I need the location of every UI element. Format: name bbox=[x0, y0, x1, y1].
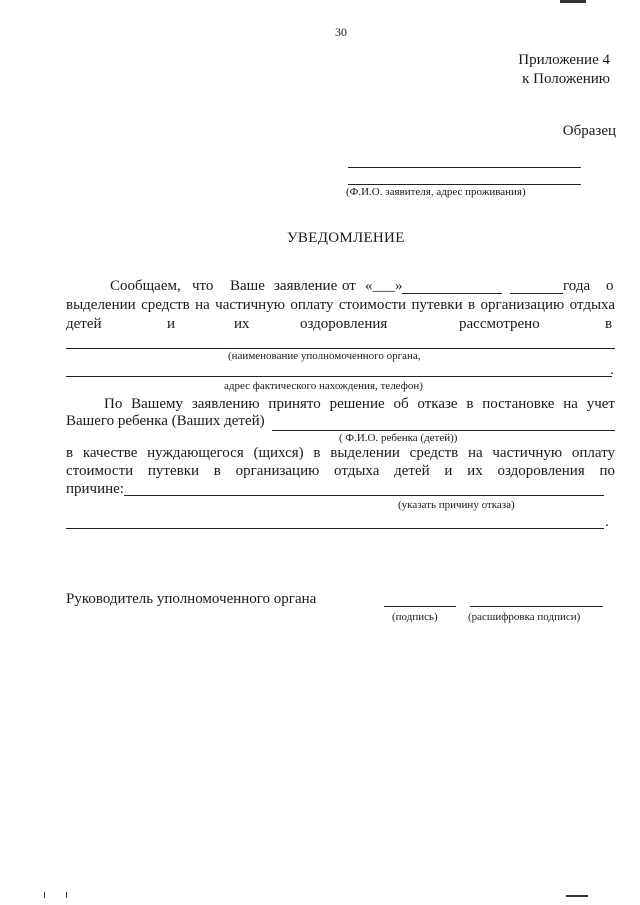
scan-mark-bottom bbox=[566, 895, 588, 897]
page-number: 30 bbox=[335, 25, 347, 39]
appendix-line-1: Приложение 4 bbox=[518, 52, 610, 68]
signature-head-label: Руководитель уполномоченного органа bbox=[66, 591, 317, 607]
caption-reason: (указать причину отказа) bbox=[398, 499, 515, 511]
p2-line-2: Вашего ребенка (Ваших детей) bbox=[66, 413, 265, 429]
signature-decode-line bbox=[470, 606, 603, 607]
scan-mark-left2 bbox=[66, 892, 67, 898]
applicant-line-2 bbox=[348, 184, 581, 185]
p1-l3-word-1: детей bbox=[66, 316, 102, 332]
sample-label: Образец bbox=[562, 123, 616, 139]
p1-l3-word-5: рассмотрено bbox=[459, 316, 540, 332]
caption-address: адрес фактического нахождения, телефон) bbox=[224, 380, 423, 392]
p1-word-2: что bbox=[192, 278, 214, 294]
p1-date-month-line bbox=[402, 293, 502, 294]
p3-line-2: стоимости путевки в организацию отдыха детей и их оздоровления по bbox=[66, 463, 615, 479]
organ-address-line bbox=[66, 376, 612, 377]
organ-name-line bbox=[66, 348, 615, 349]
p1-word-4: заявление bbox=[274, 278, 338, 294]
caption-child: ( Ф.И.О. ребенка (детей)) bbox=[339, 432, 458, 444]
p1-word-5: от bbox=[342, 278, 356, 294]
applicant-caption: (Ф.И.О. заявителя, адрес проживания) bbox=[346, 186, 526, 198]
p1-date-quote: «___» bbox=[365, 278, 403, 294]
p1-word-3: Ваше bbox=[230, 278, 265, 294]
p1-l3-word-3: их bbox=[234, 316, 250, 332]
reason-line-2 bbox=[66, 528, 604, 529]
appendix-line-2: к Положению bbox=[522, 71, 610, 87]
period-mark-1: . bbox=[610, 362, 614, 378]
p3-line-1: в качестве нуждающегося (щихся) в выделении средств на частичную оплату bbox=[66, 445, 615, 461]
period-mark-2: . bbox=[605, 514, 609, 530]
signature-decode-caption: (расшифровка подписи) bbox=[468, 611, 581, 623]
p1-l3-word-2: и bbox=[167, 316, 176, 332]
p1-line-2: выделении средств на частичную оплату стоимости путевки в организацию отдыха bbox=[66, 297, 615, 313]
p3-line-3: причине: bbox=[66, 481, 124, 497]
p1-l3-word-6: в bbox=[605, 316, 613, 332]
p1-l3-word-4: оздоровления bbox=[300, 316, 388, 332]
p1-date-year-line bbox=[510, 293, 563, 294]
p1-word-1: Сообщаем, bbox=[110, 278, 181, 294]
child-name-line bbox=[272, 430, 615, 431]
reason-line-1 bbox=[124, 495, 604, 496]
document-title: УВЕДОМЛЕНИЕ bbox=[287, 230, 405, 246]
signature-caption: (подпись) bbox=[392, 611, 438, 623]
p2-line-1: По Вашему заявлению принято решение об отказе в постановке на учет bbox=[104, 396, 615, 412]
caption-organ: (наименование уполномоченного органа, bbox=[228, 350, 421, 362]
scan-mark-top bbox=[560, 0, 586, 3]
scan-mark-left bbox=[44, 892, 45, 898]
signature-line bbox=[384, 606, 456, 607]
applicant-line-1 bbox=[348, 167, 581, 168]
p1-word-o: о bbox=[606, 278, 614, 294]
p1-word-year: года bbox=[563, 278, 591, 294]
